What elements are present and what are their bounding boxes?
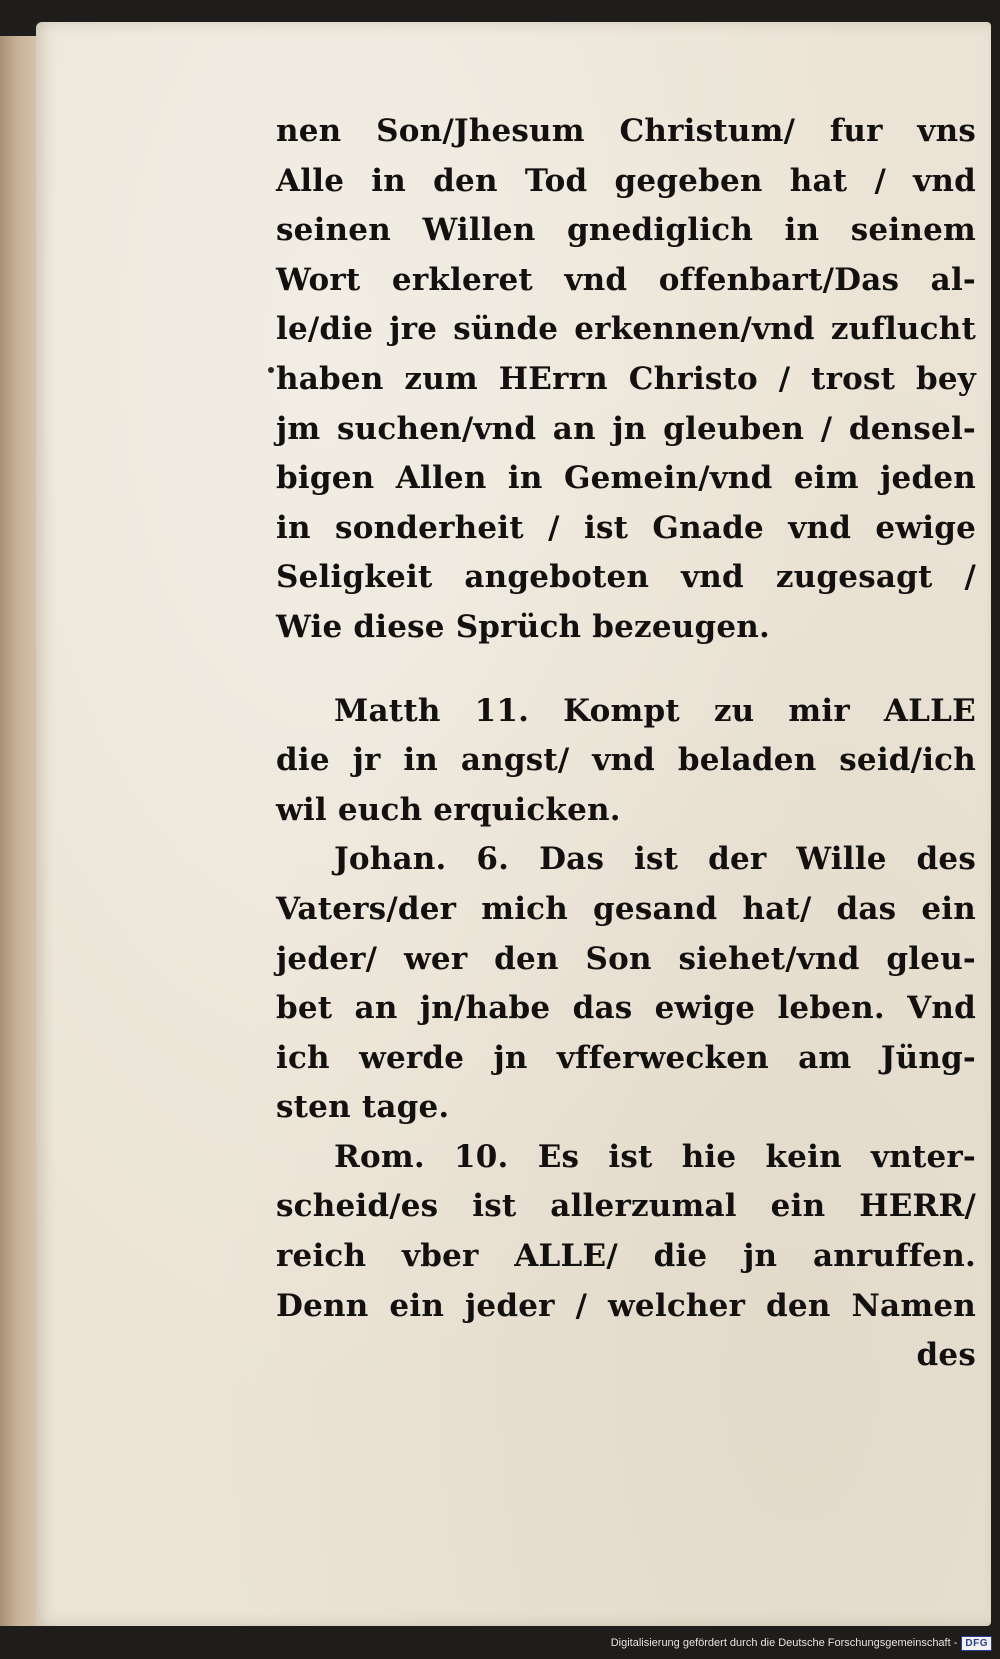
text-line: Seligkeit angeboten vnd zugesagt / <box>276 559 976 596</box>
footer-text: Digitalisierung gefördert durch die Deutsche Forschungsgemeinschaft - <box>610 1637 958 1649</box>
text-line: scheid/es ist allerzumal ein HERR/ <box>276 1188 976 1225</box>
text-line: haben zum HErrn Christo / trost bey <box>276 360 976 397</box>
dfg-logo: DFG <box>961 1636 992 1651</box>
book-page <box>36 22 991 1626</box>
text-line: Vaters/der mich gesand hat/ das ein <box>276 890 976 927</box>
catchword: des <box>916 1337 976 1374</box>
text-line: wil euch erquicken. <box>276 791 621 828</box>
text-line: die jr in angst/ vnd beladen seid/ich <box>276 742 976 779</box>
text-line: in sonderheit / ist Gnade vnd ewige <box>276 509 976 546</box>
scripture-reference-johan: Johan. 6. Das ist der Wille des <box>334 841 976 878</box>
text-line: jm suchen/vnd an jn gleuben / densel- <box>276 410 976 447</box>
ink-mark <box>268 367 274 373</box>
text-line: Wort erkleret vnd offenbart/Das al- <box>276 261 976 298</box>
text-line: bigen Allen in Gemein/vnd eim jeden <box>276 460 976 497</box>
text-line: Wie diese Sprüch bezeugen. <box>276 608 771 645</box>
text-line: reich vber ALLE/ die jn anruffen. <box>276 1238 976 1275</box>
paragraph-gap <box>276 653 976 687</box>
scripture-reference-rom: Rom. 10. Es ist hie kein vnter- <box>334 1138 976 1175</box>
scripture-reference-matth: Matth 11. Kompt zu mir ALLE <box>334 692 976 729</box>
text-line: Alle in den Tod gegeben hat / vnd <box>276 162 976 199</box>
text-line: le/die jre sünde erkennen/vnd zuflucht <box>276 311 976 348</box>
text-line: nen Son/Jhesum Christum/ fur vns <box>276 113 976 149</box>
digitization-footer <box>609 1633 994 1653</box>
text-line: Denn ein jeder / welcher den Namen <box>276 1287 976 1324</box>
text-line: sten tage. <box>276 1089 450 1126</box>
text-line: seinen Willen gnediglich in seinem <box>276 212 976 249</box>
text-line: bet an jn/habe das ewige leben. Vnd <box>276 990 976 1027</box>
text-line: jeder/ wer den Son siehet/vnd gleu- <box>276 940 976 977</box>
page-text <box>276 107 976 1381</box>
text-line: ich werde jn vfferwecken am Jüng- <box>276 1039 976 1076</box>
